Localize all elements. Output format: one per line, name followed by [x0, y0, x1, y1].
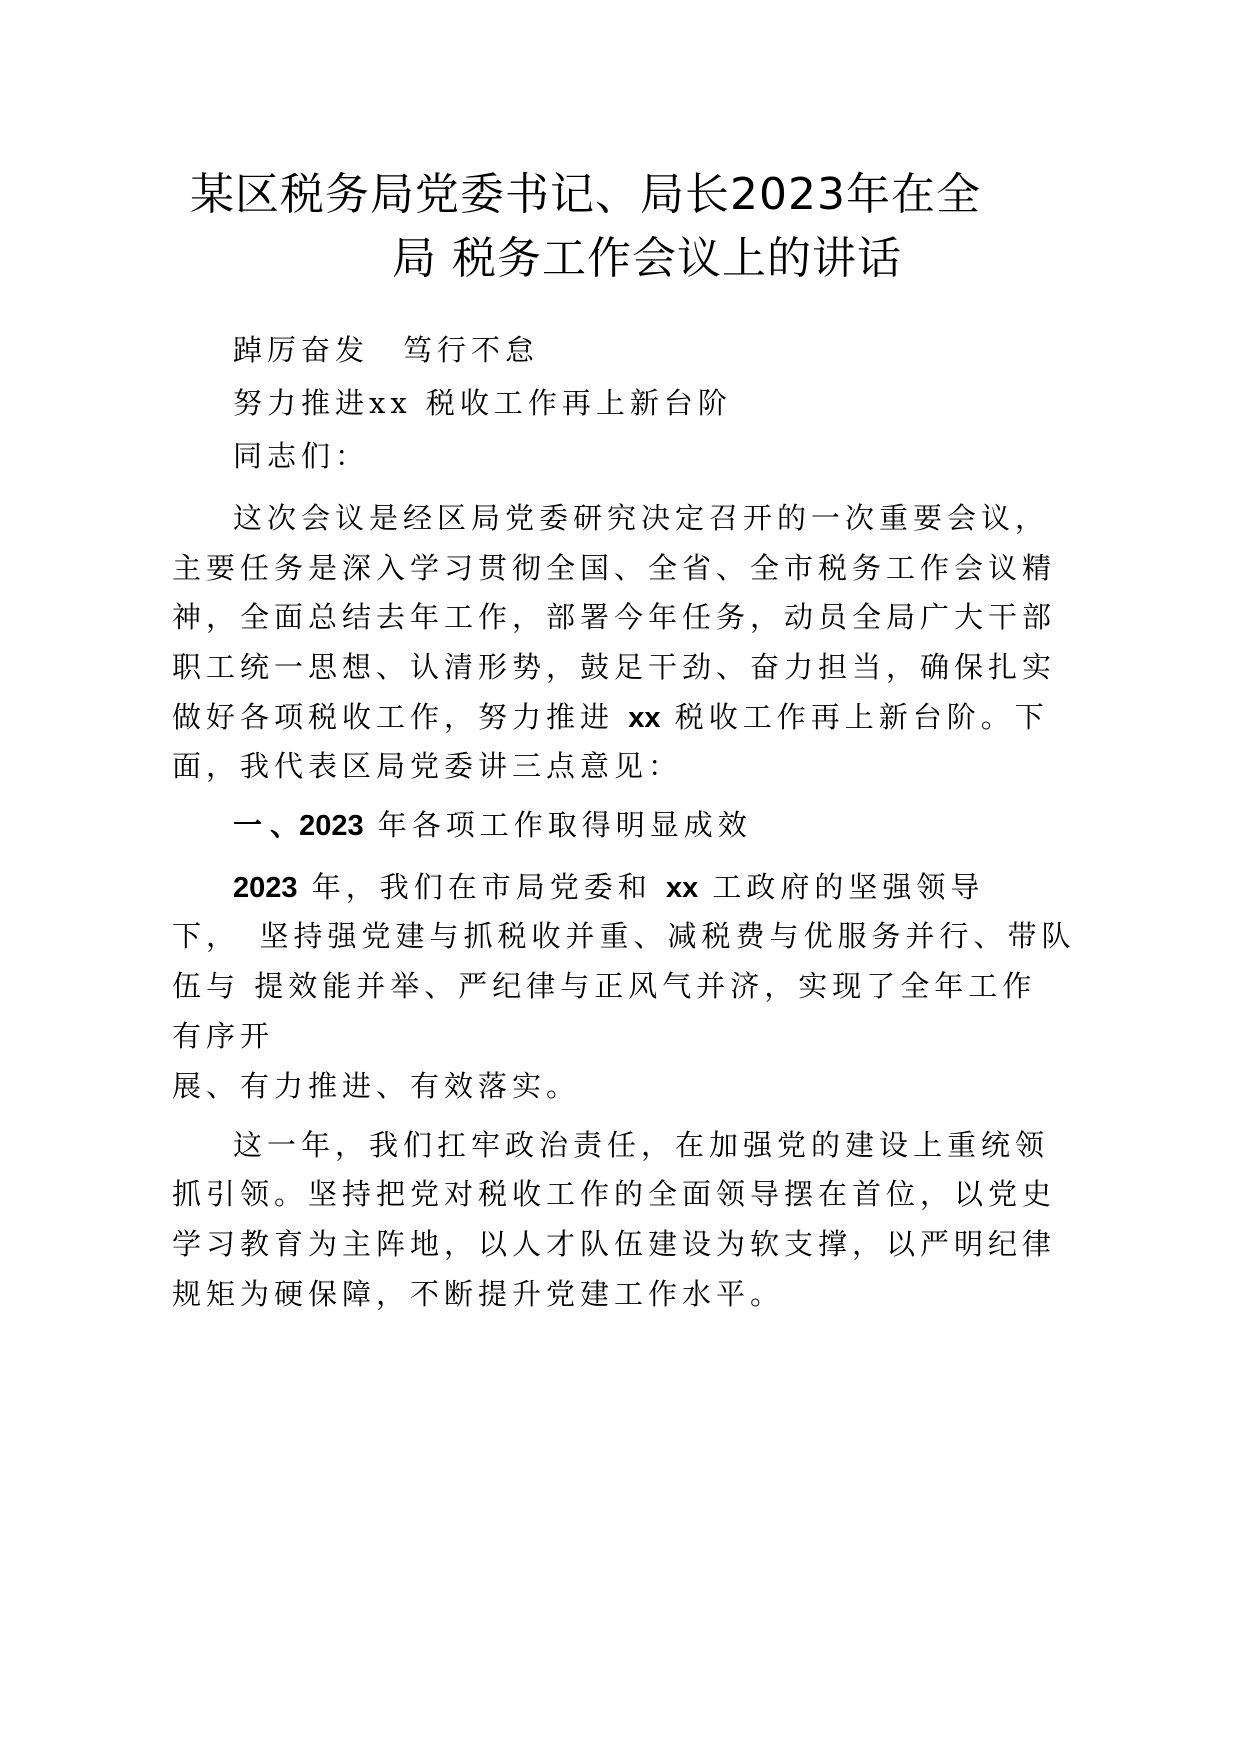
para1-line-5-c: 税收工作再上新台阶。下: [660, 700, 1049, 734]
title-line-1: 某区税务局党委书记、局长2023年在全: [190, 169, 981, 220]
para3-line-4: 规矩为硬保障，不断提升党建工作水平。: [172, 1277, 785, 1311]
para2-line-1-c: xx: [665, 872, 699, 904]
para3-line-1: 这一年，我们扛牢政治责任，在加强党的建设上重统领: [233, 1128, 1050, 1162]
para3-line-3: 学习教育为主阵地，以人才队伍建设为软支撑，以严明纪律: [172, 1227, 1057, 1261]
para2-line-1-d: 工政府的坚强领导: [698, 870, 985, 904]
para1-line-1: 这次会议是经区局党委研究决定召开的一次重要会议，: [233, 501, 1050, 535]
para1-line-4: 职工统一思想、认清形势，鼓足干劲、奋力担当，确保扎实: [172, 650, 1057, 684]
para3-line-2: 抓引领。坚持把党对税收工作的全面领导摆在首位，以党史: [172, 1177, 1057, 1211]
salutation: 同志们：: [233, 439, 370, 473]
para2-line-4: 有序开: [172, 1019, 275, 1053]
para2-line-2: 下， 坚持强党建与抓税收并重、减税费与优服务并行、带队: [172, 919, 1076, 953]
title-line-2: 局 税务工作会议上的讲话: [392, 233, 902, 284]
para1-line-5-a: 做好各项税收工作，努力推进: [172, 700, 629, 734]
para1-line-5: [172, 697, 1049, 738]
para1-line-6: 面，我代表区局党委讲三点意见：: [172, 749, 683, 783]
section-heading-1: [233, 805, 752, 846]
para2-line-5: 展、有力推进、有效落实。: [172, 1069, 581, 1103]
para1-line-3: 神，全面总结去年工作，部署今年任务，动员全局广大干部: [172, 600, 1057, 634]
subtitle-line-2: 努力推进xx 税收工作再上新台阶: [233, 386, 732, 420]
subtitle-line-1: 踔厉奋发 笃行不怠: [233, 333, 540, 367]
para1-line-5-b: xx: [628, 702, 661, 734]
para2-line-3: 伍与 提效能并举、严纪律与正风气并济，实现了全年工作: [172, 969, 1037, 1003]
para2-line-1-a: 2023: [233, 872, 298, 904]
para2-line-1-b: 年，我们在市局党委和: [297, 870, 666, 904]
section-heading-1-b: 2023: [299, 810, 364, 842]
para1-line-2: 主要任务是深入学习贯彻全国、全省、全市税务工作会议精: [172, 551, 1057, 585]
para2-line-1: [233, 867, 984, 908]
section-heading-1-a: 一 、: [233, 810, 300, 842]
section-heading-1-c: 年各项工作取得明显成效: [363, 808, 752, 842]
